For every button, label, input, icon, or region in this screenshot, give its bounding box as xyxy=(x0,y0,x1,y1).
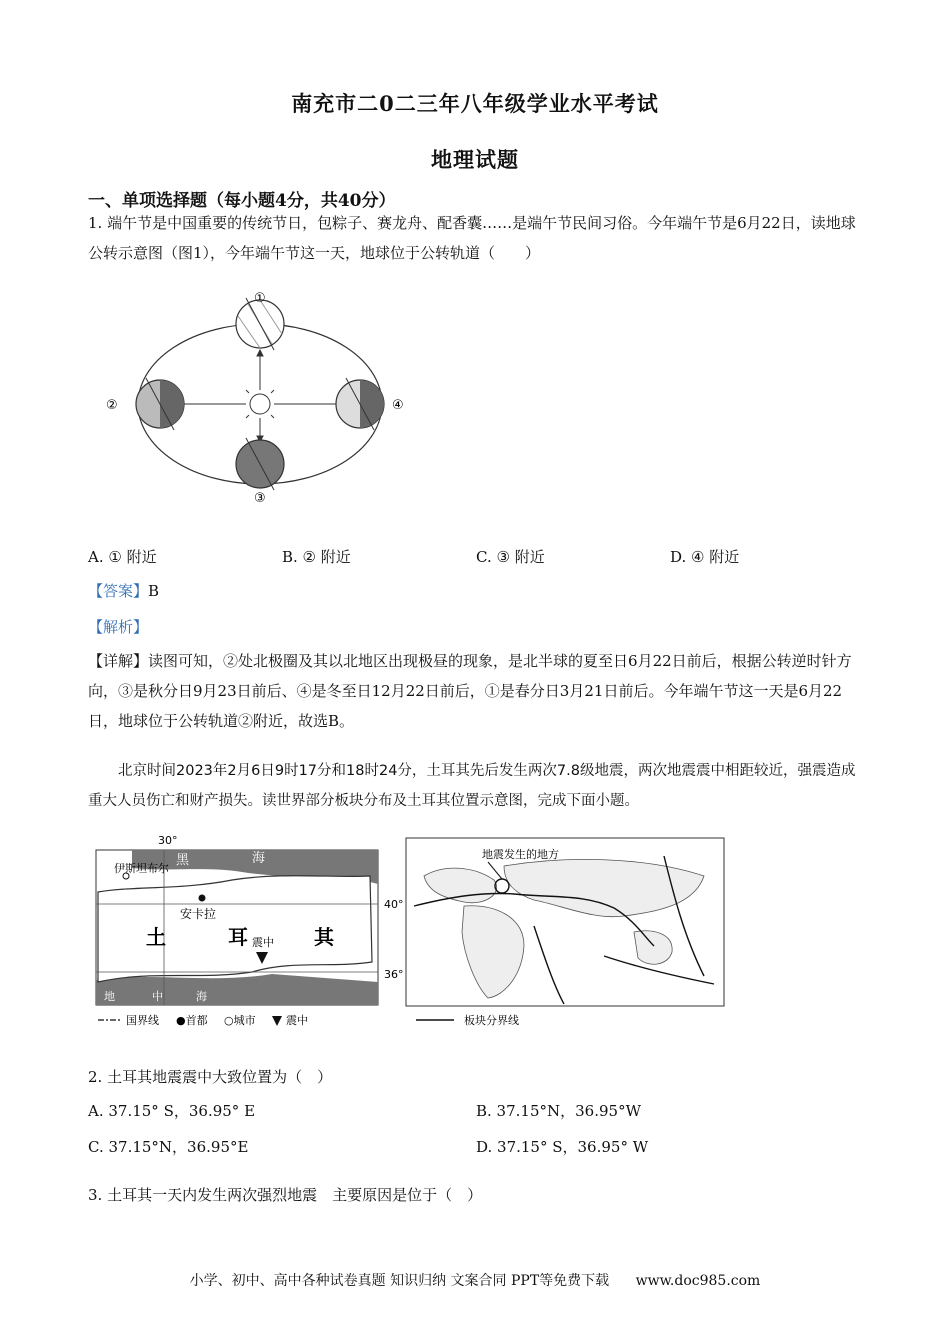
q2-stem: 2. 土耳其地震震中大致位置为（ ） xyxy=(88,1068,333,1086)
q1-answer xyxy=(88,580,159,601)
q3-stem: 3. 土耳其一天内发生两次强烈地震 主要原因是位于（ ） xyxy=(88,1186,483,1204)
earth-revolution-figure xyxy=(100,292,440,512)
med-sea-2: 中 xyxy=(152,990,163,1003)
page-footer xyxy=(0,1270,950,1290)
med-sea-1: 地 xyxy=(104,990,115,1003)
q1-option-c[interactable]: C. ③ 附近 xyxy=(476,548,545,566)
legend-city: ○城市 xyxy=(224,1014,256,1027)
legend-capital: ●首都 xyxy=(176,1014,208,1027)
q1-option-d[interactable]: D. ④ 附近 xyxy=(670,548,740,566)
med-sea-3: 海 xyxy=(196,990,207,1003)
quake-callout: 地震发生的地方 xyxy=(482,848,559,861)
label-2: ② xyxy=(106,398,118,413)
q1-option-b[interactable]: B. ② 附近 xyxy=(282,548,351,566)
footer-url[interactable]: www.doc985.com xyxy=(635,1273,761,1289)
capital-marker xyxy=(199,895,206,902)
exam-title: 南充市二0二三年八年级学业水平考试 xyxy=(291,91,659,116)
q2-option-a[interactable]: A. 37.15° S，36.95° E xyxy=(88,1102,256,1120)
world-plates-map xyxy=(404,836,726,1032)
earth-position-2 xyxy=(136,378,184,430)
label-3: ③ xyxy=(254,491,266,506)
country-2: 耳 xyxy=(228,925,248,949)
q1-stem: 1. 端午节是中国重要的传统节日，包粽子、赛龙舟、配香囊……是端午节民间习俗。今年端午节是6月22日，读地球公转示意图（图1），今年端午节这一天，地球位于公转轨道（ ） xyxy=(88,214,856,262)
q1-detail xyxy=(88,646,868,736)
ankara-label: 安卡拉 xyxy=(180,907,217,921)
answer-value: B xyxy=(148,582,160,600)
black-sea-2: 海 xyxy=(252,851,266,866)
country-3: 其 xyxy=(314,925,334,949)
earth-position-3 xyxy=(236,438,284,490)
legend-border: 国界线 xyxy=(126,1014,159,1027)
turkey-map xyxy=(92,832,404,1032)
black-sea-1: 黑 xyxy=(176,853,190,868)
legend-epicenter: 震中 xyxy=(286,1014,308,1027)
detail-text: 读图可知，②处北极圈及其以北地区出现极昼的现象，是北半球的夏至日6月22日前后，根据公转逆时针方向，③是秋分日9月23日前后、④是冬至日12月22日前后，①是春分日3月21日前后。今年端午节这一天是6月22日，地球位于公转轨道②附近，故选B。 xyxy=(88,652,852,730)
istanbul-label: 伊斯坦布尔 xyxy=(114,862,169,875)
legend-plate-boundary: 板块分界线 xyxy=(464,1014,519,1027)
country-1: 土 xyxy=(146,925,166,949)
q2-option-c[interactable]: C. 37.15°N，36.95°E xyxy=(88,1138,249,1156)
answer-tag: 【答案】 xyxy=(88,582,149,600)
label-1: ① xyxy=(254,292,266,306)
lat-36: 36° xyxy=(384,968,404,981)
q1-option-a[interactable]: A. ① 附近 xyxy=(88,548,157,566)
exam-subtitle: 地理试题 xyxy=(431,147,519,172)
label-4: ④ xyxy=(392,398,404,413)
analysis-tag: 【解析】 xyxy=(88,618,149,636)
passage: 北京时间2023年2月6日9时17分和18时24分，土耳其先后发生两次7.8级地震，两次地震震中相距较近，强震造成重大人员伤亡和财产损失。读世界部分板块分布及土耳其位置示意图，完成下面小题。 xyxy=(88,763,856,809)
lon-30: 30° xyxy=(158,834,178,847)
footer-text: 小学、初中、高中各种试卷真题 知识归纳 文案合同 PPT等免费下载 xyxy=(189,1273,610,1289)
detail-tag: 【详解】 xyxy=(88,652,149,670)
q2-option-b[interactable]: B. 37.15°N，36.95°W xyxy=(476,1102,641,1120)
q2-option-d[interactable]: D. 37.15° S，36.95° W xyxy=(476,1138,649,1156)
epicenter-label: 震中 xyxy=(252,936,274,949)
lat-40: 40° xyxy=(384,898,404,911)
section-heading: 一、单项选择题（每小题4分，共40分） xyxy=(88,191,396,211)
earth-position-4 xyxy=(336,378,384,430)
